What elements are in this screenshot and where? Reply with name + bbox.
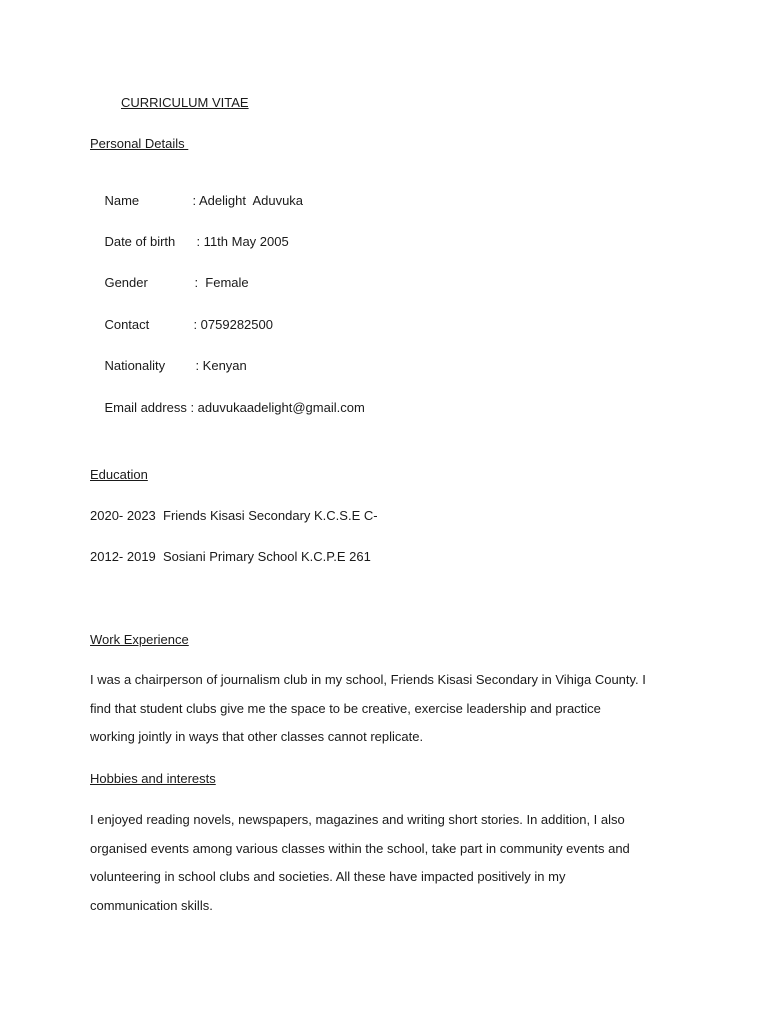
paragraph-line: working jointly in ways that other classes cannot replicate. xyxy=(90,729,424,744)
work-experience-paragraph xyxy=(90,666,690,752)
name-value: : Adelight Aduvuka xyxy=(192,193,304,208)
paragraph-line: communication skills. xyxy=(90,897,213,913)
paragraph-line: organised events among various classes within the school, take part in community events and xyxy=(90,840,630,856)
paragraph-line: I was a chairperson of journalism club in my school, Friends Kisasi Secondary in Vihiga County. I xyxy=(90,672,646,687)
contact-label: Contact xyxy=(104,317,150,332)
contact-value: : 0759282500 xyxy=(193,317,273,332)
gender-row xyxy=(90,259,249,307)
email-label: Email address xyxy=(104,400,187,415)
education-heading: Education xyxy=(90,467,148,482)
email-value: : aduvukaadelight@gmail.com xyxy=(190,400,365,415)
hobbies-paragraph xyxy=(90,806,690,920)
email-row xyxy=(90,384,365,432)
dob-value: : 11th May 2005 xyxy=(196,234,289,249)
work-experience-heading: Work Experience xyxy=(90,632,189,647)
paragraph-line: I enjoyed reading novels, newspapers, magazines and writing short stories. In addition, I also xyxy=(90,812,625,827)
dob-label: Date of birth xyxy=(104,234,176,249)
gender-label: Gender xyxy=(104,275,148,290)
name-label: Name xyxy=(104,193,140,208)
personal-details-heading: Personal Details xyxy=(90,136,189,151)
nationality-value: : Kenyan xyxy=(195,358,247,373)
paragraph-line: volunteering in school clubs and societies. All these have impacted positively in my xyxy=(90,869,566,884)
document-title: CURRICULUM VITAE xyxy=(121,95,249,110)
gender-value: : Female xyxy=(194,275,249,290)
paragraph-line: find that student clubs give me the space to be creative, exercise leadership and practice xyxy=(90,700,601,716)
education-entry: 2012- 2019 Sosiani Primary School K.C.P.E 261 xyxy=(90,549,371,564)
education-entry: 2020- 2023 Friends Kisasi Secondary K.C.S.E C- xyxy=(90,508,378,523)
nationality-row xyxy=(90,342,247,390)
nationality-label: Nationality xyxy=(104,358,166,373)
hobbies-heading: Hobbies and interests xyxy=(90,771,216,786)
